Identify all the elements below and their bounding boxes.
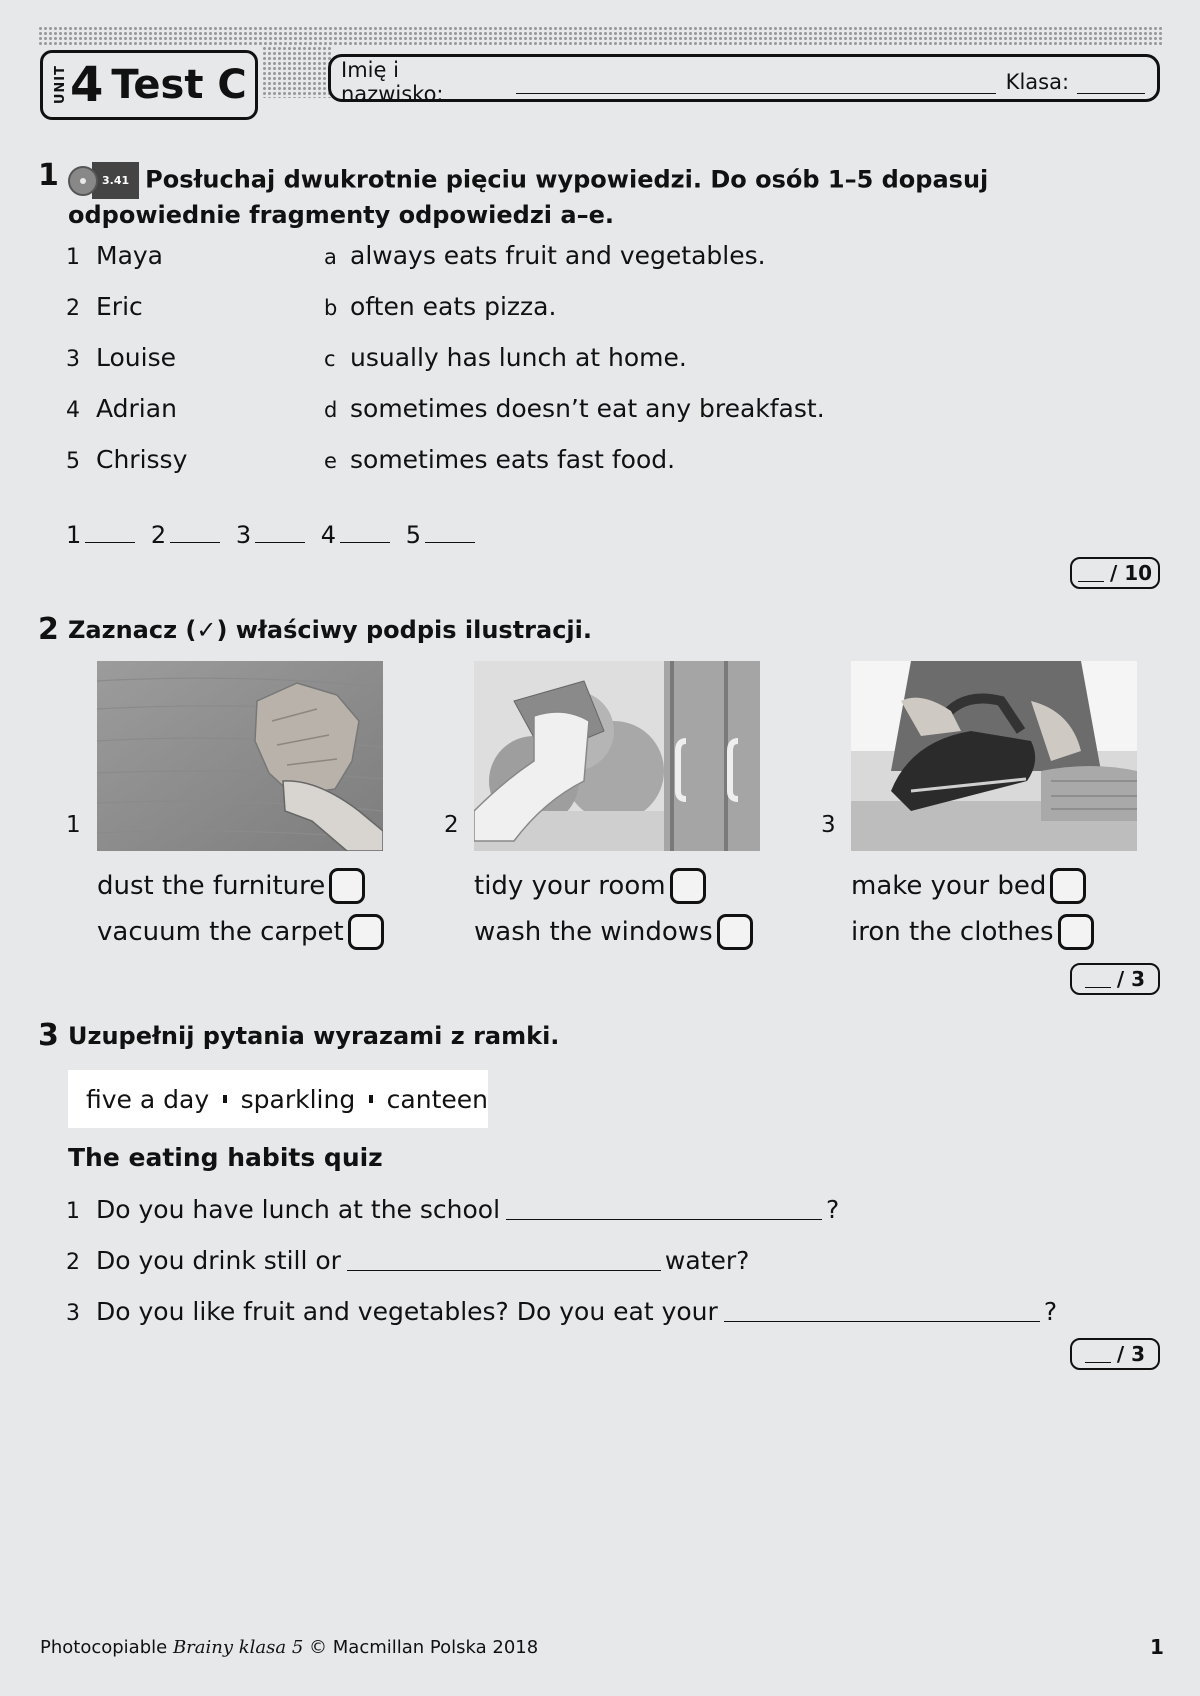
person-row: 4 Adrian bbox=[66, 394, 177, 423]
hand-washing-window-photo bbox=[474, 661, 760, 851]
student-info-box bbox=[328, 54, 1160, 106]
answer-blank[interactable] bbox=[85, 520, 135, 543]
section-3-score-box: / 3 bbox=[1070, 1338, 1160, 1370]
cd-track-icon bbox=[68, 162, 139, 199]
question-row: 3 Do you like fruit and vegetables? Do you eat your ? bbox=[66, 1297, 1058, 1326]
person-name: Maya bbox=[96, 241, 164, 270]
test-title: Test C bbox=[111, 62, 247, 108]
ironing-clothes-photo bbox=[851, 661, 1137, 851]
answer-line: 1 2 3 4 5 bbox=[66, 520, 483, 549]
ending-text: always eats fruit and vegetables. bbox=[350, 241, 766, 270]
section-2-number: 2 bbox=[38, 612, 59, 647]
question-row: 2 Do you drink still or water? bbox=[66, 1246, 750, 1275]
quiz-title: The eating habits quiz bbox=[68, 1143, 383, 1172]
photo-number: 3 bbox=[821, 812, 836, 838]
header-dot-band bbox=[38, 26, 1162, 46]
option-checkbox[interactable] bbox=[329, 868, 365, 904]
person-row: 5 Chrissy bbox=[66, 445, 188, 474]
option-row: iron the clothes bbox=[851, 914, 1094, 950]
section-1-number: 1 bbox=[38, 158, 59, 193]
cd-disc-icon bbox=[68, 166, 98, 196]
answer-blank[interactable] bbox=[255, 520, 305, 543]
cd-track-label: 3.41 bbox=[92, 162, 139, 199]
option-row: dust the furniture bbox=[97, 868, 365, 904]
person-name: Louise bbox=[96, 343, 176, 372]
option-row: tidy your room bbox=[474, 868, 706, 904]
person-name: Eric bbox=[96, 292, 143, 321]
footer: Photocopiable Brainy klasa 5 © Macmillan Polska 2018 bbox=[40, 1637, 539, 1658]
word-item: canteen bbox=[386, 1084, 488, 1114]
name-label: Imię i nazwisko: bbox=[341, 58, 444, 106]
header-dot-band-small bbox=[262, 46, 332, 98]
class-label: Klasa: bbox=[1005, 70, 1070, 94]
ending-row: b often eats pizza. bbox=[324, 292, 557, 321]
unit-word: UNIT bbox=[53, 65, 68, 105]
unit-number: 4 bbox=[70, 57, 104, 113]
ending-row: d sometimes doesn’t eat any breakfast. bbox=[324, 394, 825, 423]
person-row: 3 Louise bbox=[66, 343, 176, 372]
answer-blank[interactable] bbox=[170, 520, 220, 543]
section-3-instruction: Uzupełnij pytania wyrazami z ramki. bbox=[68, 1022, 560, 1050]
option-checkbox[interactable] bbox=[670, 868, 706, 904]
hand-wiping-table-photo bbox=[97, 661, 383, 851]
page-number: 1 bbox=[1150, 1635, 1164, 1659]
section-2-score-box: / 3 bbox=[1070, 963, 1160, 995]
ending-text: sometimes doesn’t eat any breakfast. bbox=[350, 394, 825, 423]
word-item: five a day bbox=[86, 1084, 210, 1114]
answer-blank[interactable] bbox=[425, 520, 475, 543]
ending-row: e sometimes eats fast food. bbox=[324, 445, 676, 474]
ending-text: sometimes eats fast food. bbox=[350, 445, 676, 474]
bullet-square-icon bbox=[223, 1095, 226, 1103]
option-checkbox[interactable] bbox=[348, 914, 384, 950]
person-name: Chrissy bbox=[96, 445, 188, 474]
question-row: 1 Do you have lunch at the school ? bbox=[66, 1195, 840, 1224]
answer-blank[interactable] bbox=[340, 520, 390, 543]
section-3-number: 3 bbox=[38, 1018, 59, 1053]
word-box bbox=[68, 1070, 488, 1128]
person-row: 1 Maya bbox=[66, 241, 164, 270]
ending-text: usually has lunch at home. bbox=[350, 343, 687, 372]
ending-row: a always eats fruit and vegetables. bbox=[324, 241, 766, 270]
name-field[interactable] bbox=[516, 71, 996, 94]
book-title: Brainy klasa 5 bbox=[172, 1637, 304, 1658]
unit-badge bbox=[40, 50, 258, 120]
answer-line-field[interactable] bbox=[347, 1248, 661, 1271]
option-checkbox[interactable] bbox=[717, 914, 753, 950]
person-row: 2 Eric bbox=[66, 292, 143, 321]
person-name: Adrian bbox=[96, 394, 177, 423]
photo-number: 2 bbox=[444, 812, 459, 838]
answer-line-field[interactable] bbox=[506, 1197, 822, 1220]
ending-text: often eats pizza. bbox=[350, 292, 557, 321]
answer-line-field[interactable] bbox=[724, 1299, 1040, 1322]
option-row: wash the windows bbox=[474, 914, 753, 950]
photo-number: 1 bbox=[66, 812, 81, 838]
option-row: make your bed bbox=[851, 868, 1086, 904]
section-1-instruction-text: Posłuchaj dwukrotnie pięciu wypowiedzi. Do osób 1–5 dopasuj odpowiednie fragmenty odpowiedzi a–e. bbox=[68, 165, 989, 229]
option-checkbox[interactable] bbox=[1058, 914, 1094, 950]
word-item: sparkling bbox=[240, 1084, 356, 1114]
section-1-score-box: / 10 bbox=[1070, 557, 1160, 589]
section-2-instruction: Zaznacz (✓) właściwy podpis ilustracji. bbox=[68, 616, 593, 644]
ending-row: c usually has lunch at home. bbox=[324, 343, 687, 372]
class-field[interactable] bbox=[1077, 71, 1145, 94]
section-1-instruction bbox=[68, 162, 1128, 232]
bullet-square-icon bbox=[369, 1095, 372, 1103]
option-checkbox[interactable] bbox=[1050, 868, 1086, 904]
option-row: vacuum the carpet bbox=[97, 914, 384, 950]
